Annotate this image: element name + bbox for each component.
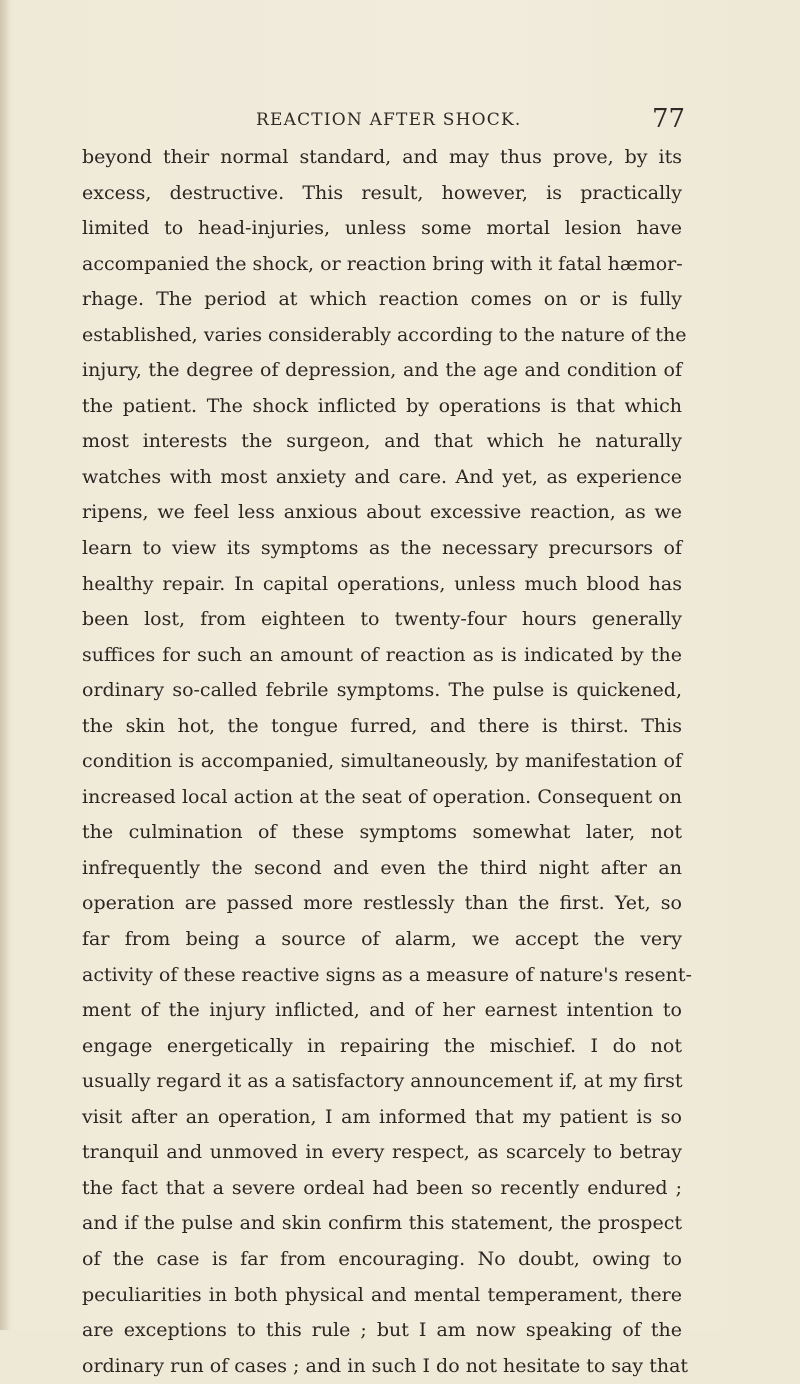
text-line: suffices for such an amount of reaction as is indicated by the xyxy=(82,643,682,666)
text-line: established, varies considerably according to the nature of the xyxy=(82,323,687,346)
running-title: REACTION AFTER SHOCK. xyxy=(256,110,522,130)
body-text xyxy=(82,140,692,1384)
text-line: far from being a source of alarm, we accept the very xyxy=(82,928,682,951)
text-line: most interests the surgeon, and that which he naturally xyxy=(82,430,682,453)
text-line: peculiarities in both physical and mental temperament, there xyxy=(82,1283,682,1306)
text-line: rhage. The period at which reaction comes on or is fully xyxy=(82,288,682,311)
text-line: ordinary so-called febrile symptoms. The pulse is quickened, xyxy=(82,679,682,702)
text-line: beyond their normal standard, and may thus prove, by its xyxy=(82,146,682,168)
text-line: visit after an operation, I am informed that my patient is so xyxy=(82,1105,682,1128)
text-line: the fact that a severe ordeal had been so recently endured ; xyxy=(82,1176,682,1199)
text-line: the skin hot, the tongue furred, and there is thirst. This xyxy=(82,714,682,737)
text-line: injury, the degree of depression, and the age and condition of xyxy=(82,359,682,382)
text-line: limited to head-injuries, unless some mortal lesion have xyxy=(82,217,682,240)
page-number: 77 xyxy=(652,104,686,134)
text-line: the culmination of these symptoms somewhat later, not xyxy=(82,821,682,844)
text-line: excess, destructive. This result, however, is practically xyxy=(82,181,682,204)
text-line: usually regard it as a satisfactory announcement if, at my first xyxy=(82,1070,683,1093)
text-line: ordinary run of cases ; and in such I do not hesitate to say that xyxy=(82,1354,689,1377)
text-line: learn to view its symptoms as the necessary precursors of xyxy=(82,537,682,560)
text-line: infrequently the second and even the third night after an xyxy=(82,856,682,879)
text-line: been lost, from eighteen to twenty-four hours generally xyxy=(82,608,682,631)
text-line: condition is accompanied, simultaneously, by manifestation of xyxy=(82,750,682,773)
text-line: ripens, we feel less anxious about excessive reaction, as we xyxy=(82,501,682,524)
text-line: are exceptions to this rule ; but I am now speaking of the xyxy=(82,1319,682,1342)
text-line: engage energetically in repairing the mischief. I do not xyxy=(82,1034,682,1057)
page-binding-shadow xyxy=(0,0,10,1330)
text-line: accompanied the shock, or reaction bring with it fatal hæmor- xyxy=(82,252,683,275)
text-line: of the case is far from encouraging. No doubt, owing to xyxy=(82,1247,682,1270)
text-line: tranquil and unmoved in every respect, as scarcely to betray xyxy=(82,1141,682,1164)
text-line: activity of these reactive signs as a measure of nature's resent- xyxy=(82,963,692,986)
text-line: watches with most anxiety and care. And yet, as experience xyxy=(82,465,682,488)
text-line: increased local action at the seat of operation. Consequent on xyxy=(82,785,682,808)
text-line: operation are passed more restlessly than the first. Yet, so xyxy=(82,892,682,915)
text-line: and if the pulse and skin confirm this statement, the prospect xyxy=(82,1212,682,1235)
text-line: ment of the injury inflicted, and of her earnest intention to xyxy=(82,999,682,1022)
text-line: the patient. The shock inflicted by operations is that which xyxy=(82,394,682,417)
text-line: healthy repair. In capital operations, unless much blood has xyxy=(82,572,682,595)
running-head xyxy=(0,104,800,138)
